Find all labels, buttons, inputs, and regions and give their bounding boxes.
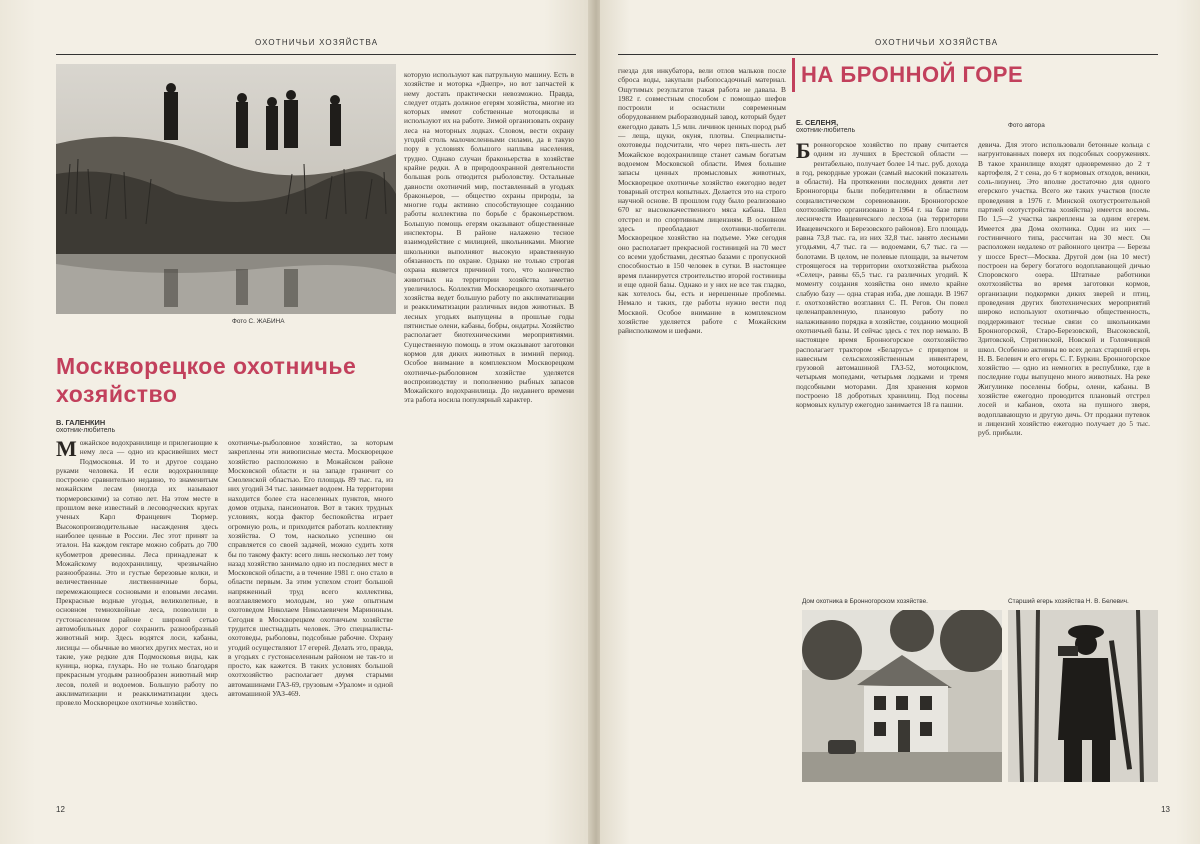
house-photo-caption: Дом охотника в Бронногорском хозяйстве. bbox=[802, 598, 928, 605]
left-column-2-text: охотничье-рыболовное хозяйство, за которым закреплены эти живописные места. Москворецкое хозяйство расположено в Можайском районе Московской области и на западе граничит со Смоленской областью. Его площадь 89 тыс. га, из них угодий 34 тыс. занимает водоем. На территории находится более ста населенных пунктов, много домов отдыха, пансионатов. Вот в таких трудных условиях, когда фактор беспокойства играет огромную роль, и приходится работать коллективу хозяйства. О том, насколько успешно он справляется со своей задачей, можно судить хотя бы по такому факту: всего лишь несколько лет тому назад хозяйство занимало одно из последних мест в Московской области, а в течение 1981 г. оно стало в области первым. За этим успехом стоит большой напряженный труд всего коллектива, возглавляемого молодым, но уже опытным охотоведом Николаем Николаевичем Марининым. Сегодня в Москворецком охотничьем хозяйстве трудится шестнадцать человек. Это специалисты-охотоведы, рыболовы, подсобные рабочие. Охрану угодий осуществляют 17 егерей. Делать это, правда, в угодьях с густонаселенным районом не так-то и просто, как кажется. В таких условиях большой охотхозяйство располагает двумя старыми автомашинами ГАЗ-69, грузовым «Уралом» и одной автомашиной УАЗ-469. bbox=[228, 438, 393, 699]
senior-ranger-photo bbox=[1008, 610, 1158, 782]
left-author-role: охотник-любитель bbox=[56, 427, 116, 434]
left-column-2 bbox=[228, 438, 393, 798]
left-dropcap: М bbox=[56, 438, 77, 461]
right-dropcap: Б bbox=[796, 140, 811, 163]
right-author-name: Е. СЕЛЕНЯ, bbox=[796, 118, 839, 127]
left-article-title: Москворецкое охотничье хозяйство bbox=[56, 353, 357, 407]
left-page bbox=[0, 0, 592, 844]
right-running-header: ОХОТНИЧЬИ ХОЗЯЙСТВА bbox=[875, 38, 999, 47]
right-page bbox=[600, 0, 1200, 844]
right-column-2 bbox=[796, 140, 968, 590]
left-page-number: 12 bbox=[56, 805, 65, 814]
left-header-rule bbox=[56, 54, 576, 55]
right-page-number: 13 bbox=[1161, 805, 1170, 814]
right-column-3 bbox=[978, 140, 1150, 590]
left-author-name: В. ГАЛЕНКИН bbox=[56, 418, 106, 427]
left-column-1-text: ожайское водохранилище и прилегающие к нему леса — одно из красивейших мест Подмосковья. И то и другое создано руками человека. И если водохранилище построено сравнительно недавно, то знаменитым можайским лесам (иногда их называют тюрмеровскими) за сотню лет. На этом месте в прошлом веке известный в лесоводческих кругах ученых Карл Францевич Тюрмер. Высокопроизводительные насаждения здесь наиболее ценные в России. Лес этот принят за эталон. На каждом гектаре можно собрать до 700 кубометров древесины. Леса принадлежат к Можайскому водохранилищу, чрезвычайно разнообразны. Это и густые березовые колки, и величественные лиственничные боры, перемежающиеся сосновыми и еловыми лесами. Прекрасные водные угодья, великолепные, в основном темнохвойные леса, позволили в густонаселенном районе с широкой сетью автомобильных дорог сохранить разнообразный животный мир. Здесь водятся лоси, кабаны, лисицы — обычные во многих других местах, но и такие, уже редкие для Подмосковья виды, как куница, норка, глухарь. Но не только благодаря прекрасным угодьям разнообразен животный мир лесов, полей и водоемов. Большую работу по акклиматизации и реакклиматизации здесь провело Москворецкое охотничье хозяйство. bbox=[56, 438, 218, 708]
right-column-1-text: гнезда для инкубатора, вели отлов мальков после сброса воды, закупали рыбопосадочный материал. Ощутимых результатов такая работа не давала. В 1982 г. совместным способом с помощью шефов построили и оснастили современным оборудованием рыборазводный завод, который будет ежегодно давать 1,5 млн. личинок ценных пород рыб — леща, щуки, окуня, плотвы. Специалисты-охотоведы подсчитали, что через пять-шесть лет Можайское водохранилище станет самым богатым водоемом Московской области. Имея большие запасы ценных промысловых животных, Москворецкое охотничье хозяйство ежегодно ведет товарный отстрел копытных. Делается это на строго научной основе. В прошлом году было реализовано 670 кг высококачественного мяса кабана. Шел отстрел и по спортивным лицензиям. В основном здесь преобладают охотники-любители. Москворецкое хозяйство на подъеме. Уже сегодня оно располагает прекрасной гостиницей на 70 мест со всеми удобствами, десятью базами с пропускной способностью в 150 человек в сутки. В настоящее время планируется строительство второй гостиницы и еще одной базы. Однако и у них не все так гладко, как хотелось бы, есть и нерешенные проблемы. Немало и таких, где работы нужно вести под Москвой. Особое внимание в комплексном хозяйстве уделяется работе с Можайским райисполкомом и шефами. bbox=[618, 66, 786, 336]
left-author bbox=[56, 418, 115, 434]
ranger-photo-caption: Старший егерь хозяйства Н. В. Белевич. bbox=[1008, 598, 1129, 605]
left-column-3 bbox=[404, 70, 574, 800]
left-running-header: ОХОТНИЧЬИ ХОЗЯЙСТВА bbox=[255, 38, 379, 47]
right-photo-credit: Фото автора bbox=[1008, 122, 1045, 129]
left-photo-caption: Фото С. ЖАБИНА bbox=[232, 318, 285, 325]
left-column-1 bbox=[56, 438, 218, 798]
right-column-3-text: девича. Для этого использовали бетонные кольца с нагрунтованных поверх их подсобных сооружениях. В такое хранилище входят одновременно до 2 т картофеля, 2 т сена, до 6 т кормовых отходов, веники, соль-лизунец. Это вполне достаточно для одного егерского участка. Всего же таких участков (после проведения в 1976 г. Минской охотустроительной партией охотустройства хозяйства) имеется восемь. По 1,5—2 участка закреплены за одним егерем. Имеется два Дома охотника. Один из них — гостиничного типа, рассчитан на 30 мест. Он расположен недалеко от районного центра — Березы у шоссе Брест—Москва. Другой дом (на 10 мест) построен на берегу богатого водоплавающей дичью Споровского озера. Штатные работники охотхозяйства во время заготовки кормов, организации подкормки диких зверей и птиц, проведения других биотехнических мероприятий широко используют охотничью общественность, поддерживают тесные связи со школьниками Бронногорской, Старо-Березовской, Высоковской, Здитовской, Стригинской, Новской и Головчицкой школ. Особенно активны во всех делах старший егерь Н. В. Белевич и его егерь С. Г. Буркин. Бронногорское хозяйство — одно из немногих в республике, где в последние годы выпущено много животных. На реке Жигулинке поселены бобры, олени, кабаны. В хозяйстве ежегодно проводится плановый отстрел лосей и кабанов, охота на пушного зверя, водоплавающую и другую дичь. От продажи путевок и лицензий хозяйство ежегодно получает до 5 тыс. руб. прибыли. bbox=[978, 140, 1150, 438]
right-column-2-text: ронногорское хозяйство по праву считается одним из лучших в Брестской области — рентабельно, получает более 14 тыс. руб. дохода в год, рекордные урожаи (самый высокий показатель в области). На протяжении последних девяти лет Бронногорцы были победителями в областном социалистическом соревновании. Бронногорское охотхозяйство организовано в 1964 г. на базе пяти лесничеств Ивацевичского лесхоза (на территории Ивацевичского и Березовского районов). Его площадь равна 73,8 тыс. га, из них 32,8 тыс. занято лесными угодьями, 4,7 тыс. га — водоемами, 6,7 тыс. га — болотами. В целом, не полевые площади, за вычетом строящегося на территории охотхозяйства рыбхоза «Селец», равны 65,5 тыс. га различных угодий. К моменту создания хозяйства оно имело крайне слабую базу — одна старая изба, две лошади. В 1967 г. охотхозяйство возглавил С. П. Регов. Он повел целенаправленную, плановую работу по налаживанию порядка в хозяйстве, созданию мощной охотничьей базы. И сейчас здесь с тех пор немало. В настоящее время Бронногорское охотхозяйство располагает трактором «Беларусь» с прицепом и навесным сельскохозяйственным инвентарем, грузовой автомашиной ГАЗ-52, мотоциклом, четырьмя мопедами, четырьмя лодками и тремя подсобными моторами. Для хранения кормов построено 18 добротных хранилищ. Под посевы кормовых культур ежегодно занимается 18 га пашни. bbox=[796, 140, 968, 410]
right-author-role: охотник-любитель bbox=[796, 127, 856, 134]
right-author bbox=[796, 118, 855, 134]
right-article-title: НА БРОННОЙ ГОРЕ bbox=[792, 58, 1072, 92]
hunters-marsh-photo bbox=[56, 64, 396, 314]
right-header-rule bbox=[618, 54, 1158, 55]
left-column-3-text: которую используют как патрульную машину. Есть в хозяйстве и моторка «Днепр», но вот запчастей к нему достать практически невозможно. Правда, следует отдать должное егерям хозяйства, многие из которых имеют собственные мотоциклы и используют их на работе. Зимой организовать охрану леса на моторных лодках. Словом, вести охрану угодий столь малочисленными силами, да в такую пору в условиях большого наплыва населения, трудно. Однако случаи браконьерства в хозяйстве крайне редки. А в природоохранной деятельности большая роль отводится рыболовству. Остальные давности охотничий мир, поставленный в угодьях браконьеров, — общество охраны природы, за многие годы активно способствующее созданию работы коллектива по борьбе с браконьерством. Большую помощь егерям оказывают общественные инспекторы. В районе налажено тесное взаимодействие с милицией, школьниками. Многие школьники выполняют высокую нравственную обязанность по охране. Однако не только строгая охрана является причиной того, что количество животных на территории хозяйства заметно увеличилось. Коллектив Москворецкого охотничьего хозяйства ведет большую работу по акклиматизации и реакклиматизации различных видов животных. В лесных угодьях выпущены в прошлые годы пятнистые олени, кабаны, бобры, ондатры. Хозяйство располагает биотехническими мероприятиями. Существенную помощь в этом оказывают заготовки кормов для диких животных в зимний период. Особое внимание в комплексном Москворецком охотничье-рыболовном хозяйстве уделяется воспроизводству и пополнению рыбных запасов Можайского водохранилища. До недавнего времени эта работа носила популярный характер. bbox=[404, 70, 574, 405]
hunting-lodge-photo bbox=[802, 610, 1002, 782]
right-column-1 bbox=[618, 66, 786, 586]
